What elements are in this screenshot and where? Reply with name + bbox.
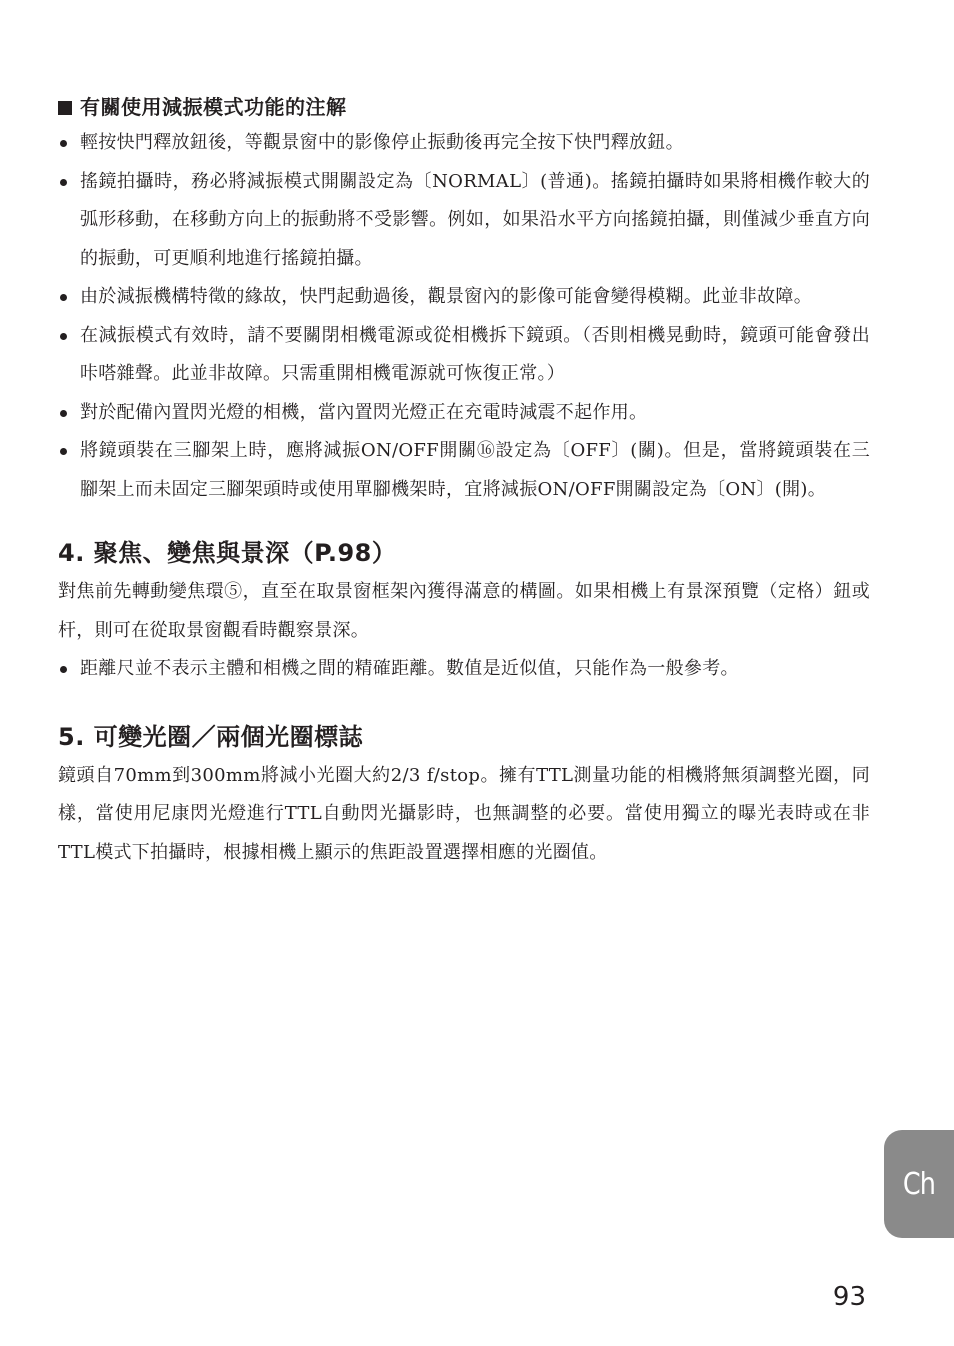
list-item-text: 距離尺並不表示主體和相機之間的精確距離。數值是近似值，只能作為一般參考。 <box>80 658 739 679</box>
section-4-heading: 4. 聚焦、變焦與景深（P.98） <box>58 539 397 567</box>
bullet-dot-icon <box>60 179 67 186</box>
list-item <box>58 124 870 163</box>
bullet-dot-icon <box>60 410 67 417</box>
list-item-text: 輕按快門釋放鈕後，等觀景窗中的影像停止振動後再完全按下快門釋放鈕。 <box>80 132 684 153</box>
chapter-tab-label: Ch <box>902 1166 936 1202</box>
list-item <box>58 278 870 317</box>
list-item-text: 對於配備內置閃光燈的相機，當內置閃光燈正在充電時減震不起作用。 <box>80 401 648 423</box>
notes-heading-text: 有關使用減振模式功能的注解 <box>80 95 347 119</box>
square-bullet-icon <box>58 101 72 115</box>
bullet-dot-icon <box>60 333 67 340</box>
chapter-tab <box>884 1130 954 1238</box>
section-4-list <box>58 650 870 689</box>
list-item <box>58 163 870 279</box>
page-content <box>58 84 870 872</box>
list-item-text: 將鏡頭裝在三腳架上時，應將減振ON/OFF開關⑯設定為〔OFF〕(關)。但是，當將鏡頭裝在三腳架上而未固定三腳架頭時或使用單腳機架時，宜將減振ON/OFF開關設定為〔ON〕(開)。 <box>80 440 870 500</box>
list-item <box>58 432 870 509</box>
bullet-dot-icon <box>60 448 67 455</box>
list-item-text: 搖鏡拍攝時，務必將減振模式開關設定為〔NORMAL〕(普通)。搖鏡拍攝時如果將相機作較大的弧形移動，在移動方向上的振動將不受影響。例如，如果沿水平方向搖鏡拍攝，則僅減少垂直方向的振動，可更順利地進行搖鏡拍攝。 <box>80 170 870 269</box>
list-item <box>58 317 870 394</box>
list-item-text: 由於減振機構特徵的緣故，快門起動過後，觀景窗內的影像可能會變得模糊。此並非故障。 <box>80 286 812 307</box>
notes-list <box>58 124 870 509</box>
section-5-heading: 5. 可變光圈／兩個光圈標誌 <box>58 722 364 751</box>
list-item-text: 在減振模式有效時，請不要關閉相機電源或從相機拆下鏡頭。（否則相機晃動時，鏡頭可能會發出咔嗒雜聲。此並非故障。只需重開相機電源就可恢復正常。） <box>80 324 870 384</box>
section-5-body: 鏡頭自70mm到300mm將減小光圈大約2/3 f/stop。擁有TTL測量功能的相機將無須調整光圈，同樣，當使用尼康閃光燈進行TTL自動閃光攝影時，也無調整的必要。當使用獨立的曝光表時或在非TTL模式下拍攝時，根據相機上顯示的焦距設置選擇相應的光圈值。 <box>58 764 870 863</box>
section-4-body: 對焦前先轉動變焦環⑤，直至在取景窗框架內獲得滿意的構圖。如果相機上有景深預覽（定格）鈕或杆，則可在從取景窗觀看時觀察景深。 <box>58 581 870 641</box>
list-item <box>58 394 870 433</box>
bullet-dot-icon <box>60 294 67 301</box>
bullet-dot-icon <box>60 666 67 673</box>
list-item <box>58 650 870 689</box>
page-number: 93 <box>832 1282 866 1312</box>
notes-heading <box>58 90 870 124</box>
bullet-dot-icon <box>60 140 67 147</box>
